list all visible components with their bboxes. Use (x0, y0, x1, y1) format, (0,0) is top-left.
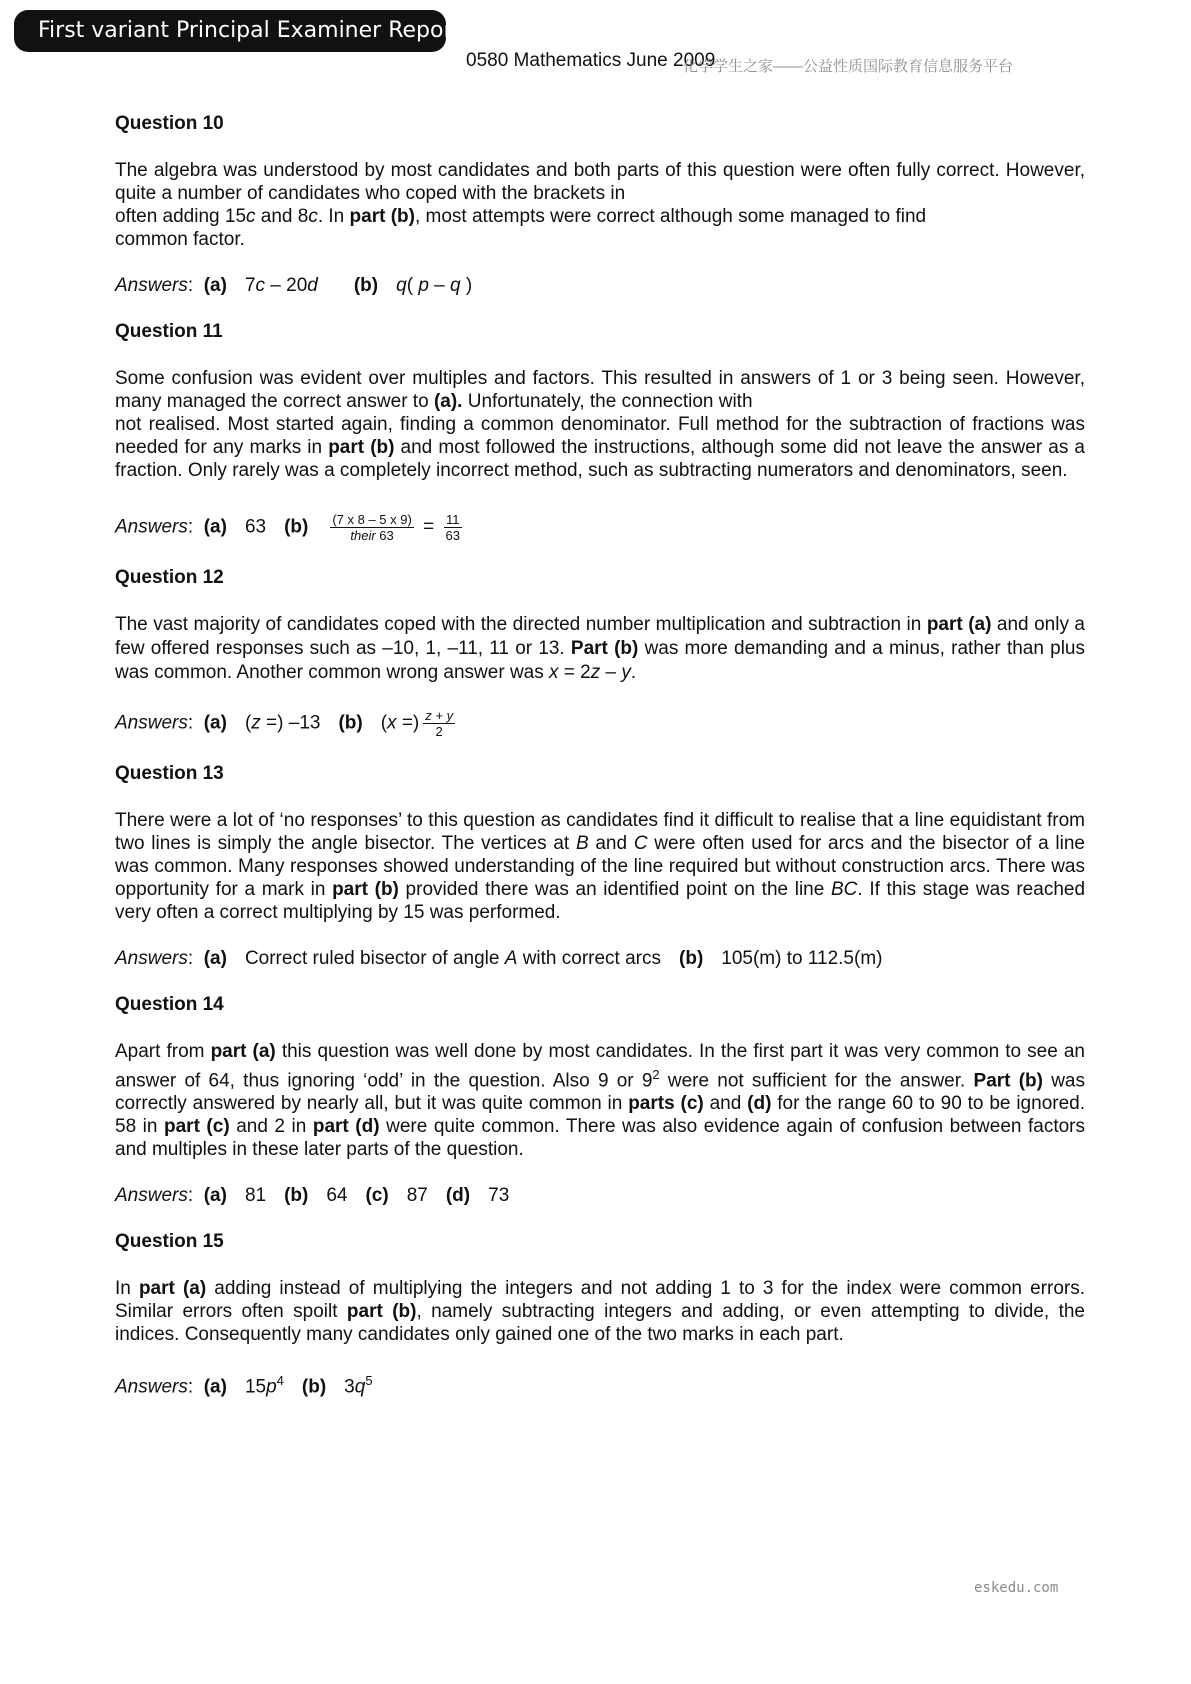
q12-answer-fraction: $\frac{z + y}{2}$ (425, 708, 454, 739)
question-13-answers: Answers: (a) Correct ruled bisector of angle A with correct arcs (b) 105(m) to 112.5(m) (115, 948, 883, 969)
footer-watermark: eskedu.com (974, 1580, 1059, 1596)
question-12-text: The vast majority of candidates coped with the directed number multiplication and subtraction in part (a) and only a few offered responses such as –10, 1, –11, 11 or 13. Part (b) was more demanding and a minus, rather than plus was common. Another common wrong answer was x = 2z – y. (115, 614, 1086, 683)
question-14-text: Apart from part (a) this question was well done by most candidates. In the first part it was very common to see an answer of 64, thus ignoring ‘odd’ in the question. Also 9 or $9^2$ were not sufficient for the answer. Part (b) was correctly answered by nearly all, but it was quite common in parts (c) and (d) for the range 60 to 90 to be ignored. 58 in part (c) and 2 in part (d) were quite common. There was also evidence again of confusion between factors and multiples in these later parts of the question. (115, 1041, 1086, 1161)
report-body (115, 112, 1085, 1422)
question-14-title: Question 14 (115, 994, 224, 1015)
question-15-text: In part (a) adding instead of multiplying the integers and not adding 1 to 3 for the index were common errors. Similar errors often spoilt part (b), namely subtracting integers and adding, or even attempting to divide, the indices. Consequently many candidates only gained one of the two marks in each part. (115, 1278, 1085, 1346)
question-11-text: Some confusion was evident over multiples and factors. This resulted in answers of 1 or 3 being seen. However, many managed the correct answer to (a). Unfortunately, the connection with not realised. Most started again, finding a common denominator. Full method for the subtraction of fractions was needed for any marks in part (b) and most followed the instructions, although some did not leave the answer as a fraction. Only rarely was a completely incorrect method, such as subtracting numerators and denominators, seen. (115, 368, 1085, 481)
report-banner: First variant Principal Examiner Report (14, 10, 446, 52)
question-15-title: Question 15 (115, 1231, 224, 1253)
question-10-answers: Answers: (a) 7c – 20d (b) q( p – q ) (115, 275, 473, 296)
question-13-title: Question 13 (115, 763, 224, 784)
question-14-answers: Answers: (a) 81 (b) 64 (c) 87 (d) 73 (115, 1185, 510, 1207)
q11-result-fraction: $\frac{11}{63}$ (445, 512, 460, 543)
question-12-answers: Answers: (a) (z =) –13 (b) (x =) $\frac{z + y}{2}$ (115, 708, 454, 739)
question-12-title: Question 12 (115, 567, 224, 588)
question-11-answers: Answers: (a) 63 (b) $\frac{(7 x 8 - 5 x 9)}{\text{their 63}}$ = $\frac{11}{63}$ (115, 512, 460, 543)
watermark-text: 化学学生之家——公益性质国际教育信息服务平台 (683, 58, 1014, 75)
q11-method-fraction: $\frac{(7 x 8 - 5 x 9)}{\text{their 63}}$ (332, 512, 412, 543)
subject-header: 0580 Mathematics June 2009 (466, 50, 716, 71)
question-10-text: The algebra was understood by most candidates and both parts of this question were often fully correct. However, quite a number of candidates who coped with the brackets in often adding 15c and 8c. In part (b), most attempts were correct although some managed to find common factor. (115, 160, 1085, 250)
question-10-title: Question 10 (115, 113, 224, 134)
question-11-title: Question 11 (115, 321, 223, 342)
question-15-answers: Answers: (a) $15p^4$ (b) $3q^5$ (115, 1373, 373, 1398)
question-13-text: There were a lot of ‘no responses’ to this question as candidates find it difficult to realise that a line equidistant from two lines is simply the angle bisector. The vertices at B and C were often used for arcs and the bisector of a line was common. Many responses showed understanding of the line required but without construction arcs. There was opportunity for a mark in part (b) provided there was an identified point on the line BC. If this stage was reached very often a correct multiplying by 15 was performed. (115, 810, 1086, 923)
